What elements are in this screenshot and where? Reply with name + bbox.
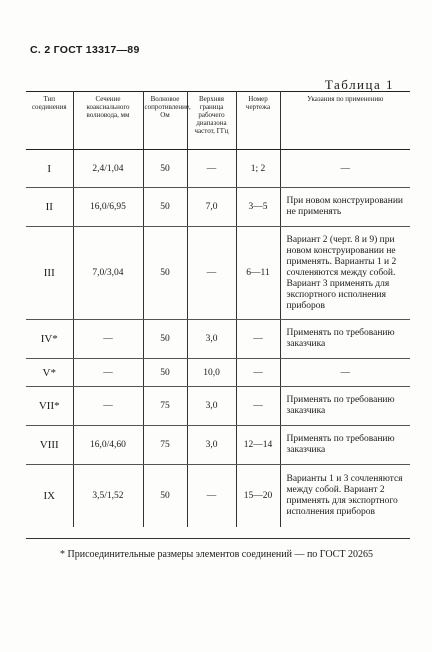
cell-notes: — xyxy=(280,359,410,387)
table-row xyxy=(26,188,410,227)
cell-impedance: 50 xyxy=(143,465,187,528)
table-row xyxy=(26,426,410,465)
col-header-drawing: Номер чертежа xyxy=(236,91,280,150)
cell-drawing: 3—5 xyxy=(236,188,280,227)
cell-notes: — xyxy=(280,150,410,188)
cell-notes: Варианты 1 и 3 сочленяются между собой. Вариант 2 применять для экспортного исполнения приборов xyxy=(280,465,410,528)
connections-table xyxy=(26,91,410,527)
cell-notes: Применять по требованию заказчика xyxy=(280,387,410,426)
cell-section: 16,0/4,60 xyxy=(73,426,143,465)
cell-drawing: — xyxy=(236,359,280,387)
col-header-notes: Указания по применению xyxy=(280,91,410,150)
cell-type: II xyxy=(26,188,73,227)
table-row xyxy=(26,150,410,188)
cell-type: IV* xyxy=(26,320,73,359)
table-row xyxy=(26,387,410,426)
table-header-row xyxy=(26,91,410,150)
cell-section: — xyxy=(73,320,143,359)
cell-drawing: 6—11 xyxy=(236,227,280,320)
col-header-frequency: Верхняя граница рабочего диапазона частот, ГГц xyxy=(187,91,236,150)
cell-frequency: 10,0 xyxy=(187,359,236,387)
cell-section: 2,4/1,04 xyxy=(73,150,143,188)
cell-type: I xyxy=(26,150,73,188)
cell-impedance: 50 xyxy=(143,150,187,188)
cell-type: VII* xyxy=(26,387,73,426)
cell-notes: При новом конструировании не применять xyxy=(280,188,410,227)
cell-impedance: 50 xyxy=(143,227,187,320)
cell-notes: Применять по требованию заказчика xyxy=(280,426,410,465)
cell-frequency: — xyxy=(187,465,236,528)
cell-type: VIII xyxy=(26,426,73,465)
cell-type: V* xyxy=(26,359,73,387)
table-row xyxy=(26,465,410,528)
cell-frequency: 7,0 xyxy=(187,188,236,227)
cell-section: 3,5/1,52 xyxy=(73,465,143,528)
table-bottom-rule xyxy=(26,538,410,539)
cell-drawing: 1; 2 xyxy=(236,150,280,188)
cell-frequency: — xyxy=(187,150,236,188)
cell-impedance: 50 xyxy=(143,188,187,227)
cell-notes: Применять по требованию заказчика xyxy=(280,320,410,359)
cell-impedance: 75 xyxy=(143,426,187,465)
cell-section: 16,0/6,95 xyxy=(73,188,143,227)
cell-drawing: — xyxy=(236,320,280,359)
cell-drawing: 15—20 xyxy=(236,465,280,528)
cell-drawing: — xyxy=(236,387,280,426)
footnote: * Присоединительные размеры элементов соединений — по ГОСТ 20265 xyxy=(60,549,373,560)
table-row xyxy=(26,227,410,320)
cell-impedance: 50 xyxy=(143,359,187,387)
table-row xyxy=(26,359,410,387)
cell-notes: Вариант 2 (черт. 8 и 9) при новом конструировании не применять. Варианты 1 и 2 сочленяются между собой. Вариант 3 применять для экспортного исполнения приборов xyxy=(280,227,410,320)
cell-section: — xyxy=(73,387,143,426)
table-caption: Таблица 1 xyxy=(324,77,394,92)
cell-type: IX xyxy=(43,490,56,502)
col-header-impedance: Волновое сопротивление, Ом xyxy=(143,91,187,150)
cell-impedance: 75 xyxy=(143,387,187,426)
cell-section: 7,0/3,04 xyxy=(73,227,143,320)
page-header: С. 2 ГОСТ 13317—89 xyxy=(30,44,140,56)
cell-section: — xyxy=(73,359,143,387)
table-row xyxy=(26,320,410,359)
cell-frequency: 3,0 xyxy=(187,426,236,465)
cell-drawing: 12—14 xyxy=(236,426,280,465)
col-header-section: Сечение коаксиального волновода, мм xyxy=(73,91,143,150)
cell-type: III xyxy=(26,227,73,320)
cell-frequency: — xyxy=(187,227,236,320)
col-header-type: Тип соединения xyxy=(26,91,73,150)
cell-impedance: 50 xyxy=(143,320,187,359)
cell-frequency: 3,0 xyxy=(187,387,236,426)
cell-frequency: 3,0 xyxy=(187,320,236,359)
